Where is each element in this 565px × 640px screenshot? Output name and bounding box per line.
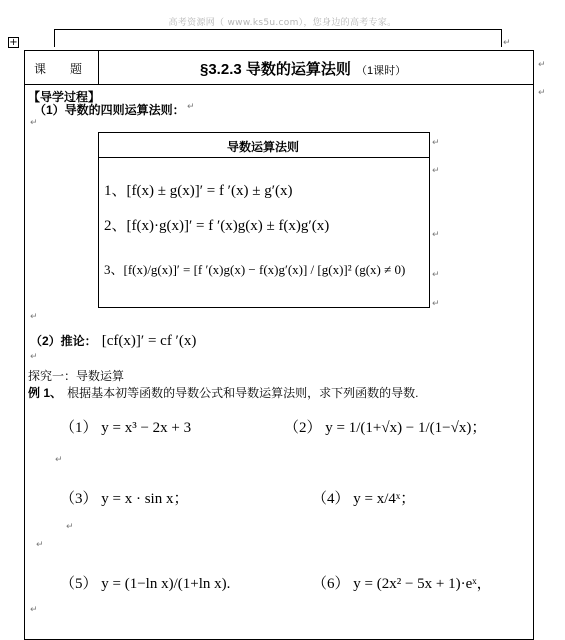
paragraph-mark: ↵ [538, 88, 546, 98]
inference-line [30, 330, 196, 350]
paragraph-mark: ↵ [55, 455, 63, 465]
problem-3: （3） y = x · sin x； [60, 491, 189, 507]
rules-box-title: 导数运算法则 [227, 140, 300, 154]
paragraph-mark: ↵ [432, 166, 440, 176]
paragraph-mark: ↵ [30, 605, 38, 615]
header-frame [54, 29, 502, 47]
paragraph-mark: ↵ [503, 38, 511, 48]
paragraph-mark: ↵ [432, 299, 440, 309]
paragraph-mark: ↵ [538, 60, 546, 70]
page-header-watermark: 高考资源网（ www.ks5u.com），您身边的高考专家。 [168, 18, 397, 28]
lesson-title-note: （1课时） [355, 65, 407, 77]
lesson-title [200, 58, 406, 79]
problem-4: （4） y = x/4ˣ； [312, 491, 416, 507]
guide-section-title: 【导学过程】 [28, 90, 101, 104]
rule-2: 2、[f(x)·g(x)]′ = f ′(x)g(x) ± f(x)g′(x) [104, 218, 330, 234]
course-label: 课 题 [34, 62, 83, 76]
lesson-title-text: §3.2.3 导数的运算法则 [200, 61, 351, 78]
example-label: 例 1、 [28, 386, 63, 400]
rule-1: 1、[f(x) ± g(x)]′ = f ′(x) ± g′(x) [104, 183, 293, 199]
example-line [28, 382, 418, 401]
paragraph-mark: ↵ [66, 522, 74, 532]
table-move-handle-icon[interactable]: + [9, 37, 18, 48]
four-rules-heading: （1）导数的四则运算法则： [34, 103, 185, 117]
paragraph-mark: ↵ [432, 270, 440, 280]
problem-2: （2） y = 1/(1+√x) − 1/(1−√x)； [284, 420, 487, 436]
inference-label: （2）推论： [30, 334, 97, 348]
paragraph-mark: ↵ [187, 102, 195, 112]
paragraph-mark: ↵ [30, 352, 38, 362]
rule-3: 3、[f(x)/g(x)]′ = [f ′(x)g(x) − f(x)g′(x)] / [g(x)]² (g(x) ≠ 0) [104, 262, 406, 277]
problem-1: （1） y = x³ − 2x + 3 [60, 420, 192, 436]
inference-formula: [cf(x)]′ = cf ′(x) [101, 333, 197, 349]
problem-5: （5） y = (1−ln x)/(1+ln x). [60, 576, 231, 592]
paragraph-mark: ↵ [432, 138, 440, 148]
paragraph-mark: ↵ [30, 312, 38, 322]
paragraph-mark: ↵ [432, 230, 440, 240]
problem-6: （6） y = (2x² − 5x + 1)·eˣ， [312, 576, 492, 592]
example-text: 根据基本初等函数的导数公式和导数运算法则，求下列函数的导数. [67, 386, 419, 400]
explore-title: 探究一：导数运算 [28, 369, 125, 383]
paragraph-mark: ↵ [30, 118, 38, 128]
paragraph-mark: ↵ [36, 540, 44, 550]
header-divider [98, 50, 99, 85]
